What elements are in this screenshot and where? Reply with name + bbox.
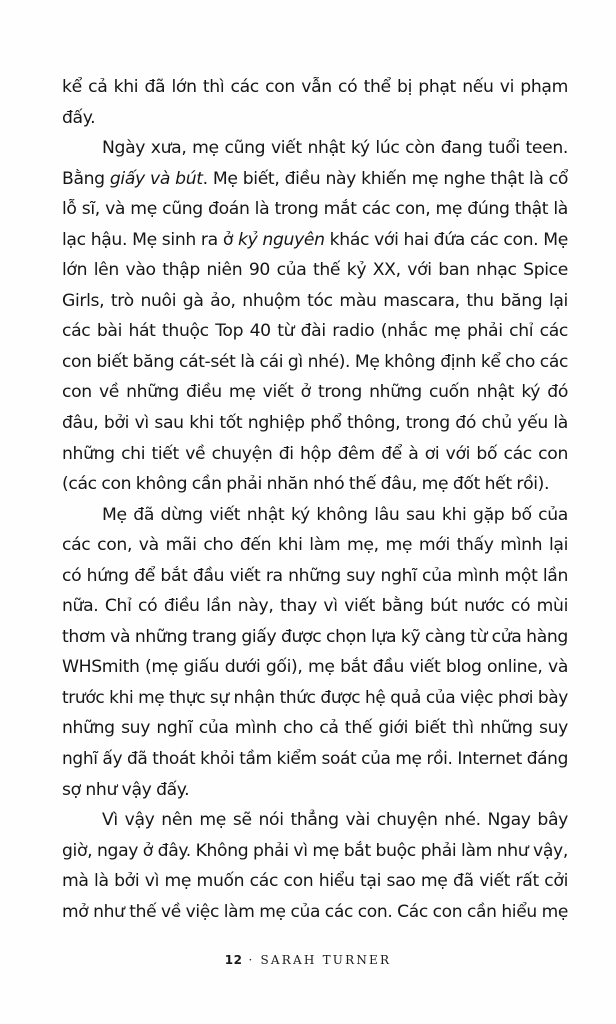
paragraph-first-line: Mẹ đã dừng viết nhật ký không lâu sau khi gặp bố của [102, 504, 568, 525]
text-line: những suy nghĩ của mình cho cả thế giới biết thì những suy [62, 718, 568, 739]
text-line: những chi tiết về chuyện đi hộp đêm để à ơi với bố các con [62, 443, 568, 464]
text-line: Girls, trò nuôi gà ảo, nhuộm tóc màu mascara, thu băng lại [62, 290, 568, 311]
text-line: lạc hậu. Mẹ sinh ra ở kỷ nguyên khác với hai đứa các con. Mẹ [62, 229, 568, 250]
text-line: con về những điều mẹ viết ở trong những cuốn nhật ký đó [62, 382, 568, 403]
text-line: WHSmith (mẹ giấu dưới gối), mẹ bắt đầu viết blog online, và [62, 657, 568, 678]
text-line: đấy. [62, 107, 96, 128]
text-line: thơm và những trang giấy được chọn lựa kỹ càng từ cửa hàng [62, 626, 568, 647]
text-line: các bài hát thuộc Top 40 từ đài radio (nhắc mẹ phải chỉ các [62, 321, 568, 342]
text-line: kể cả khi đã lớn thì các con vẫn có thể bị phạt nếu vi phạm [62, 77, 568, 97]
footer-separator: · [248, 953, 255, 967]
text-line: các con, và mãi cho đến khi làm mẹ, mẹ mới thấy mình lại [62, 535, 568, 556]
text-line: sợ như vậy đấy. [62, 779, 190, 800]
page-footer [0, 953, 616, 967]
text-line: Bằng giấy và bút. Mẹ biết, điều này khiến mẹ nghe thật là cổ [62, 168, 569, 189]
text-line: con biết băng cát-sét là cái gì nhé). Mẹ không định kể cho các [62, 351, 568, 372]
paragraph-first-line: Vì vậy nên mẹ sẽ nói thẳng vài chuyện nhé. Ngay bây [102, 810, 568, 831]
emphasis: giấy và bút [109, 168, 203, 189]
text-line: giờ, ngay ở đây. Không phải vì mẹ bắt buộc phải làm như vậy, [62, 840, 568, 861]
text-line: (các con không cần phải nhăn nhó thế đâu, mẹ đốt hết rồi). [62, 474, 550, 495]
text-line: có hứng để bắt đầu viết ra những suy nghĩ của mình một lần [62, 565, 568, 586]
emphasis: kỷ nguyên [238, 229, 325, 250]
text-line: nghĩ ấy đã thoát khỏi tầm kiểm soát của mẹ rồi. Internet đáng [62, 749, 568, 770]
paragraph-first-line: Ngày xưa, mẹ cũng viết nhật ký lúc còn đang tuổi teen. [102, 138, 568, 159]
text-line: mà là bởi vì mẹ muốn các con hiểu tại sao mẹ đã viết rất cởi [62, 871, 568, 892]
text-line: đâu, bởi vì sau khi tốt nghiệp phổ thông, trong đó chủ yếu là [62, 413, 568, 434]
body-text [62, 72, 568, 927]
author-name: SARAH TURNER [260, 953, 392, 967]
text-line: lỗ sĩ, và mẹ cũng đoán là trong mắt các con, mẹ đúng thật là [62, 199, 568, 220]
page-number: 12 [224, 953, 243, 967]
text-line: nữa. Chỉ có điều lần này, thay vì viết bằng bút nước có mùi [62, 596, 568, 617]
text-line: lớn lên vào thập niên 90 của thế kỷ XX, với ban nhạc Spice [62, 260, 568, 281]
text-line: trước khi mẹ thực sự nhận thức được hệ quả của việc phơi bày [62, 687, 568, 708]
text-line: mở như thế về việc làm mẹ của các con. Các con cần hiểu mẹ [62, 901, 568, 922]
